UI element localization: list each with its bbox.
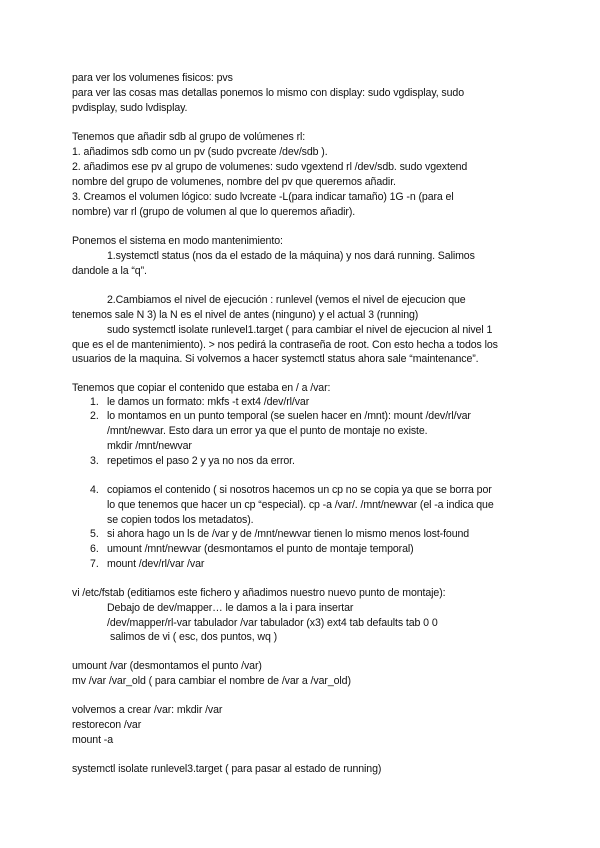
sdb-step-2-cont: nombre del grupo de volumenes, nombre del pv que queremos añadir. <box>72 176 396 188</box>
fstab-heading: vi /etc/fstab (editiamos este fichero y añadimos nuestro nuevo punto de montaje): <box>72 587 446 599</box>
recreate-line-1: volvemos a crear /var: mkdir /var <box>72 704 223 716</box>
fstab-line-3: /dev/mapper/rl-var tabulador /var tabulador (x3) ext4 tab defaults tab 0 0 <box>107 617 438 629</box>
maint-step-2-cmd: sudo systemctl isolate runlevel1.target ( para cambiar el nivel de ejecucion al nivel 1 <box>107 324 493 336</box>
sdb-step-2: 2. añadimos ese pv al grupo de volumenes: sudo vgextend rl /dev/sdb. sudo vgextend <box>72 161 468 173</box>
maint-step-1: 1.systemctl status (nos da el estado de la máquina) y nos dará running. Salimos <box>107 250 475 262</box>
list-number: 5. <box>90 528 99 540</box>
sdb-step-1: 1. añadimos sdb como un pv (sudo pvcreate /dev/sdb ). <box>72 146 328 158</box>
sdb-heading: Tenemos que añadir sdb al grupo de volúmenes rl: <box>72 131 306 143</box>
copy-item-7: mount /dev/rl/var /var <box>107 558 205 570</box>
copy-item-4-cont-2: se copien todos los metadatos). <box>107 514 254 526</box>
copy-item-4-cont: lo que tenemos que hacer un cp “especial). cp -a /var/. /mnt/newvar (el -a indica que <box>107 499 494 511</box>
maint-step-1-cont: dandole a la “q”. <box>72 265 147 277</box>
intro-line-2: para ver las cosas mas detallas ponemos lo mismo con display: sudo vgdisplay, sudo <box>72 87 465 99</box>
maint-heading: Ponemos el sistema en modo mantenimiento: <box>72 235 283 247</box>
copy-item-6: umount /mnt/newvar (desmontamos el punto de montaje temporal) <box>107 543 414 555</box>
list-number: 3. <box>90 455 99 467</box>
copy-item-2-cmd: mkdir /mnt/newvar <box>107 440 192 452</box>
copy-item-5: si ahora hago un ls de /var y de /mnt/newvar tienen lo mismo menos lost-found <box>107 528 470 540</box>
list-number: 1. <box>90 396 99 408</box>
umount-line-1: umount /var (desmontamos el punto /var) <box>72 660 262 672</box>
copy-item-4: copiamos el contenido ( si nosotros hacemos un cp no se copia ya que se borra por <box>107 484 492 496</box>
intro-line-3: pvdisplay, sudo lvdisplay. <box>72 102 188 114</box>
sdb-step-3: 3. Creamos el volumen lógico: sudo lvcreate -L(para indicar tamaño) 1G -n (para el <box>72 191 454 203</box>
umount-line-2: mv /var /var_old ( para cambiar el nombre de /var a /var_old) <box>72 675 351 687</box>
intro-line-1: para ver los volumenes fisicos: pvs <box>72 72 233 84</box>
maint-step-2-cmd-cont-2: usuarios de la maquina. Si volvemos a hacer systemctl status ahora sale “maintenance”. <box>72 353 479 365</box>
copy-item-3: repetimos el paso 2 y ya no nos da error. <box>107 455 295 467</box>
final-line: systemctl isolate runlevel3.target ( para pasar al estado de running) <box>72 763 382 775</box>
copy-item-1: le damos un formato: mkfs -t ext4 /dev/rl/var <box>107 396 310 408</box>
fstab-line-2: Debajo de dev/mapper… le damos a la i para insertar <box>107 602 354 614</box>
maint-step-2: 2.Cambiamos el nivel de ejecución : runlevel (vemos el nivel de ejecucion que <box>107 294 466 306</box>
copy-heading: Tenemos que copiar el contenido que estaba en / a /var: <box>72 382 331 394</box>
recreate-line-3: mount -a <box>72 734 114 746</box>
recreate-line-2: restorecon /var <box>72 719 142 731</box>
list-number: 7. <box>90 558 99 570</box>
list-number: 4. <box>90 484 99 496</box>
maint-step-2-cmd-cont: que es el de mantenimiento). > nos pedirá la contraseña de root. Con esto hecha a todos los <box>72 339 498 351</box>
fstab-line-4: salimos de vi ( esc, dos puntos, wq ) <box>110 631 278 643</box>
copy-item-2-cont: /mnt/newvar. Esto dara un error ya que el punto de montaje no existe. <box>107 425 428 437</box>
sdb-step-3-cont: nombre) var rl (grupo de volumen al que lo queremos añadir). <box>72 206 356 218</box>
copy-item-2: lo montamos en un punto temporal (se suelen hacer en /mnt): mount /dev/rl/var <box>107 410 471 422</box>
list-number: 6. <box>90 543 99 555</box>
list-number: 2. <box>90 410 99 422</box>
maint-step-2-cont: tenemos sale N 3) la N es el nivel de antes (ninguno) y el actual 3 (running) <box>72 309 419 321</box>
